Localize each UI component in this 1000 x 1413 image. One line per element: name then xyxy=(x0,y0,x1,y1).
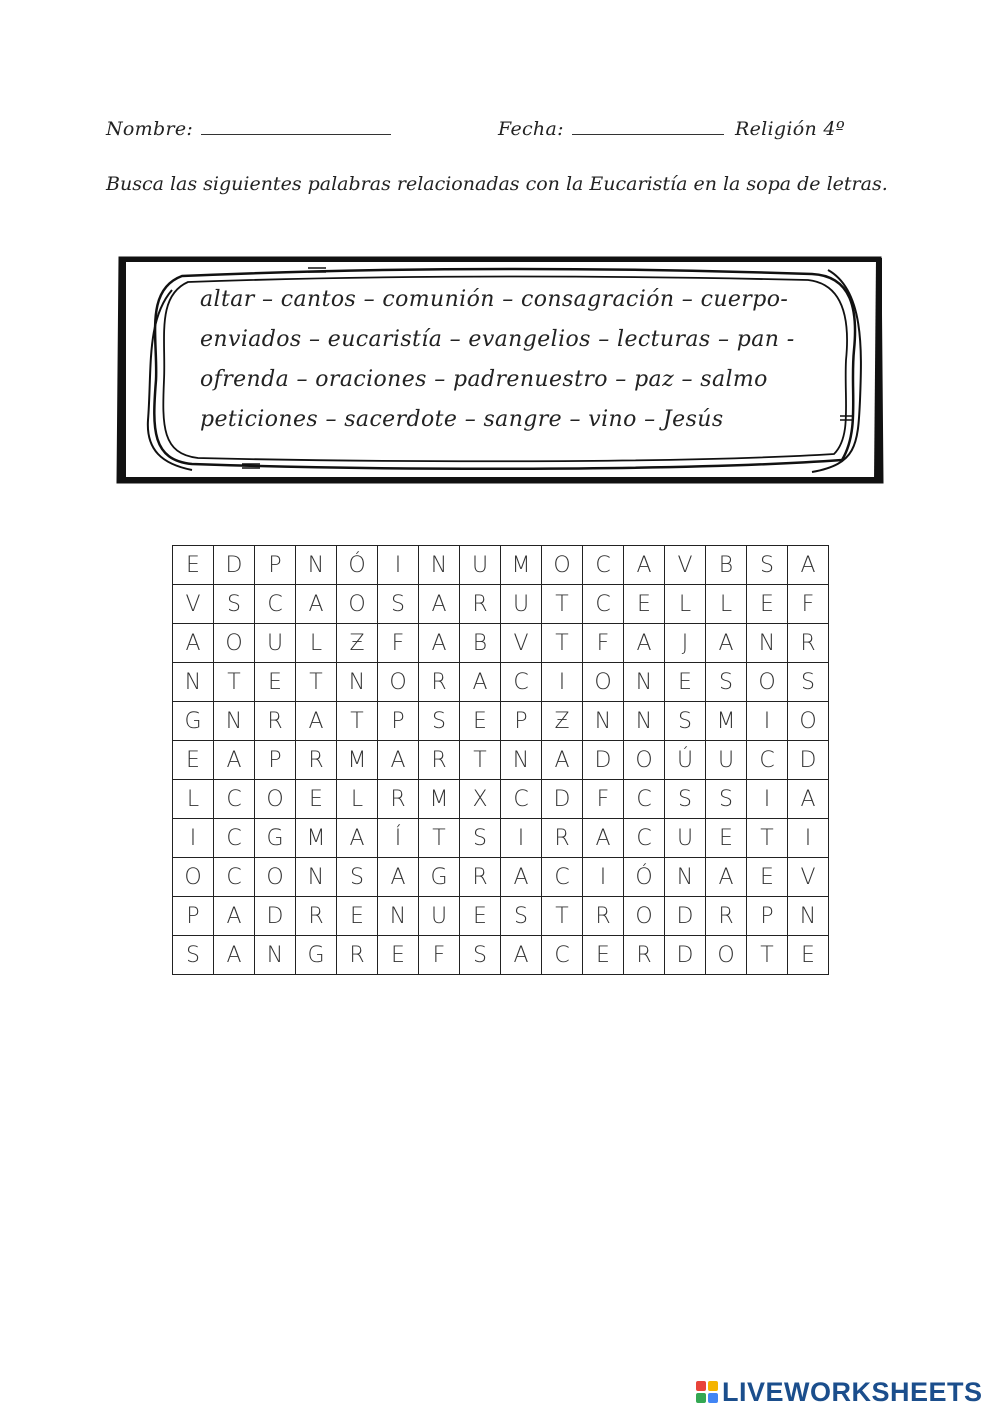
grid-cell[interactable]: G xyxy=(255,819,296,858)
grid-cell[interactable]: E xyxy=(665,663,706,702)
grid-cell[interactable]: I xyxy=(583,858,624,897)
grid-cell[interactable]: E xyxy=(255,663,296,702)
grid-cell[interactable]: T xyxy=(542,624,583,663)
grid-cell[interactable]: O xyxy=(255,858,296,897)
grid-cell[interactable]: C xyxy=(214,819,255,858)
name-label: Nombre: xyxy=(106,118,194,140)
grid-cell[interactable]: A xyxy=(378,858,419,897)
name-blank-line[interactable] xyxy=(201,118,391,135)
grid-cell[interactable]: N xyxy=(337,663,378,702)
grid-cell[interactable]: N xyxy=(624,663,665,702)
grid-cell[interactable]: P xyxy=(501,702,542,741)
grid-cell[interactable]: U xyxy=(419,897,460,936)
grid-cell[interactable]: C xyxy=(501,663,542,702)
grid-cell[interactable]: N xyxy=(296,858,337,897)
grid-cell[interactable]: L xyxy=(665,585,706,624)
grid-cell[interactable]: S xyxy=(706,663,747,702)
grid-cell[interactable]: O xyxy=(706,936,747,975)
name-field xyxy=(106,118,391,140)
grid-cell[interactable]: D xyxy=(542,780,583,819)
word-search-grid[interactable] xyxy=(172,545,829,975)
grid-cell[interactable]: E xyxy=(296,780,337,819)
grid-cell[interactable]: M xyxy=(296,819,337,858)
grid-cell[interactable]: R xyxy=(255,702,296,741)
grid-cell[interactable]: N xyxy=(624,702,665,741)
grid-cell[interactable]: E xyxy=(173,741,214,780)
brand-name: LIVEWORKSHEETS xyxy=(722,1376,983,1407)
grid-cell[interactable]: R xyxy=(624,936,665,975)
grid-cell[interactable]: M xyxy=(501,546,542,585)
grid-cell[interactable]: C xyxy=(583,585,624,624)
grid-cell[interactable]: L xyxy=(296,624,337,663)
word-bank-line: ofrenda – oraciones – padrenuestro – paz – salmo xyxy=(200,367,768,392)
grid-cell[interactable]: A xyxy=(419,624,460,663)
grid-cell[interactable]: A xyxy=(706,858,747,897)
grid-cell[interactable]: A xyxy=(706,624,747,663)
logo-squares-icon xyxy=(696,1381,718,1403)
grid-cell[interactable]: O xyxy=(337,585,378,624)
grid-cell[interactable]: C xyxy=(747,741,788,780)
grid-cell[interactable]: U xyxy=(706,741,747,780)
grid-cell[interactable]: I xyxy=(378,546,419,585)
grid-cell[interactable]: E xyxy=(747,858,788,897)
grid-cell[interactable]: R xyxy=(296,741,337,780)
grid-cell[interactable]: T xyxy=(542,585,583,624)
grid-cell[interactable]: M xyxy=(706,702,747,741)
grid-cell[interactable]: S xyxy=(460,936,501,975)
grid-cell[interactable]: F xyxy=(583,624,624,663)
grid-cell[interactable]: O xyxy=(747,663,788,702)
grid-cell[interactable]: T xyxy=(337,702,378,741)
grid-cell[interactable]: U xyxy=(501,585,542,624)
instructions-text: Busca las siguientes palabras relacionadas con la Eucaristía en la sopa de letras. xyxy=(106,173,888,195)
grid-cell[interactable]: C xyxy=(214,780,255,819)
grid-cell[interactable]: J xyxy=(665,624,706,663)
grid-cell[interactable]: C xyxy=(583,546,624,585)
grid-cell[interactable]: I xyxy=(747,702,788,741)
subject-label: Religión 4º xyxy=(735,118,845,140)
word-bank xyxy=(200,287,840,447)
grid-cell[interactable]: R xyxy=(296,897,337,936)
grid-cell[interactable]: N xyxy=(255,936,296,975)
grid-cell[interactable]: B xyxy=(460,624,501,663)
grid-cell[interactable]: F xyxy=(788,585,829,624)
grid-cell[interactable]: N xyxy=(214,702,255,741)
date-label: Fecha: xyxy=(498,118,564,140)
grid-cell[interactable]: T xyxy=(214,663,255,702)
grid-cell[interactable]: R xyxy=(419,741,460,780)
grid-cell[interactable]: E xyxy=(788,936,829,975)
grid-cell[interactable]: O xyxy=(214,624,255,663)
grid-cell[interactable]: A xyxy=(296,585,337,624)
grid-cell[interactable]: S xyxy=(747,546,788,585)
grid-cell[interactable]: N xyxy=(747,624,788,663)
grid-cell[interactable]: D xyxy=(665,897,706,936)
worksheet-header xyxy=(0,118,1000,150)
grid-cell[interactable]: O xyxy=(624,741,665,780)
grid-cell[interactable]: O xyxy=(624,897,665,936)
grid-cell[interactable]: E xyxy=(624,585,665,624)
grid-cell[interactable]: S xyxy=(501,897,542,936)
grid-cell[interactable]: O xyxy=(542,546,583,585)
grid-cell[interactable]: F xyxy=(378,624,419,663)
grid-cell[interactable]: R xyxy=(583,897,624,936)
grid-cell[interactable]: N xyxy=(296,546,337,585)
grid-cell[interactable]: V xyxy=(665,546,706,585)
grid-cell[interactable]: T xyxy=(419,819,460,858)
grid-cell[interactable]: D xyxy=(788,741,829,780)
grid-cell[interactable]: T xyxy=(460,741,501,780)
grid-cell[interactable]: O xyxy=(255,780,296,819)
grid-cell[interactable]: Ú xyxy=(665,741,706,780)
grid-cell[interactable]: V xyxy=(173,585,214,624)
grid-cell[interactable]: E xyxy=(173,546,214,585)
grid-cell[interactable]: T xyxy=(296,663,337,702)
word-bank-line: enviados – eucaristía – evangelios – lecturas – pan - xyxy=(200,327,795,352)
grid-cell[interactable]: P xyxy=(255,741,296,780)
grid-cell[interactable]: I xyxy=(542,663,583,702)
grid-cell[interactable]: S xyxy=(665,702,706,741)
grid-cell[interactable]: A xyxy=(501,858,542,897)
grid-cell[interactable]: R xyxy=(419,663,460,702)
grid-cell[interactable]: C xyxy=(542,936,583,975)
grid-cell[interactable]: G xyxy=(419,858,460,897)
grid-cell[interactable]: E xyxy=(747,585,788,624)
liveworksheets-logo xyxy=(696,1377,983,1407)
grid-cell[interactable]: O xyxy=(788,702,829,741)
grid-cell[interactable]: T xyxy=(747,819,788,858)
grid-cell[interactable]: S xyxy=(665,780,706,819)
grid-cell[interactable]: P xyxy=(747,897,788,936)
grid-cell[interactable]: Í xyxy=(378,819,419,858)
grid-cell[interactable]: M xyxy=(419,780,460,819)
grid-cell[interactable]: C xyxy=(542,858,583,897)
grid-cell[interactable]: A xyxy=(788,546,829,585)
grid-cell[interactable]: F xyxy=(419,936,460,975)
grid-cell[interactable]: I xyxy=(173,819,214,858)
grid-cell[interactable]: Ƶ xyxy=(542,702,583,741)
grid-cell[interactable]: U xyxy=(665,819,706,858)
grid-cell[interactable]: A xyxy=(583,819,624,858)
grid-cell[interactable]: E xyxy=(583,936,624,975)
grid-cell[interactable]: R xyxy=(542,819,583,858)
grid-cell[interactable]: T xyxy=(542,897,583,936)
grid-cell[interactable]: S xyxy=(173,936,214,975)
grid-cell[interactable]: P xyxy=(173,897,214,936)
grid-cell[interactable]: B xyxy=(706,546,747,585)
grid-cell[interactable]: R xyxy=(788,624,829,663)
date-field xyxy=(498,118,724,140)
grid-cell[interactable]: A xyxy=(460,663,501,702)
grid-cell[interactable]: C xyxy=(501,780,542,819)
grid-cell[interactable]: S xyxy=(337,858,378,897)
grid-cell[interactable]: S xyxy=(214,585,255,624)
grid-cell[interactable]: Ó xyxy=(337,546,378,585)
grid-cell[interactable]: S xyxy=(706,780,747,819)
grid-cell[interactable]: N xyxy=(173,663,214,702)
grid-cell[interactable]: P xyxy=(378,702,419,741)
grid-cell[interactable]: A xyxy=(501,936,542,975)
grid-cell[interactable]: O xyxy=(378,663,419,702)
grid-cell[interactable]: L xyxy=(706,585,747,624)
grid-cell[interactable]: E xyxy=(706,819,747,858)
grid-cell[interactable]: N xyxy=(419,546,460,585)
grid-cell[interactable]: U xyxy=(460,546,501,585)
grid-cell[interactable]: A xyxy=(214,741,255,780)
grid-cell[interactable]: C xyxy=(624,780,665,819)
grid-cell[interactable]: C xyxy=(214,858,255,897)
grid-cell[interactable]: F xyxy=(583,780,624,819)
grid-cell[interactable]: O xyxy=(173,858,214,897)
grid-cell[interactable]: S xyxy=(419,702,460,741)
date-blank-line[interactable] xyxy=(572,118,724,135)
grid-cell[interactable]: A xyxy=(173,624,214,663)
grid-cell[interactable]: E xyxy=(460,897,501,936)
word-bank-line: altar – cantos – comunión – consagración – cuerpo- xyxy=(200,287,789,312)
grid-cell[interactable]: N xyxy=(665,858,706,897)
grid-cell[interactable]: A xyxy=(788,780,829,819)
grid-cell[interactable]: D xyxy=(583,741,624,780)
grid-cell[interactable]: V xyxy=(788,858,829,897)
grid-cell[interactable]: R xyxy=(337,936,378,975)
grid-cell[interactable]: A xyxy=(624,624,665,663)
grid-cell[interactable]: E xyxy=(460,702,501,741)
grid-cell[interactable]: A xyxy=(214,897,255,936)
grid-cell[interactable]: N xyxy=(501,741,542,780)
grid-cell[interactable]: N xyxy=(378,897,419,936)
grid-cell[interactable]: R xyxy=(460,858,501,897)
grid-cell[interactable]: L xyxy=(337,780,378,819)
grid-cell[interactable]: I xyxy=(501,819,542,858)
grid-cell[interactable]: I xyxy=(747,780,788,819)
grid-cell[interactable]: D xyxy=(665,936,706,975)
grid-cell[interactable]: P xyxy=(255,546,296,585)
grid-cell[interactable]: S xyxy=(460,819,501,858)
grid-cell[interactable]: A xyxy=(419,585,460,624)
grid-cell[interactable]: C xyxy=(255,585,296,624)
grid-cell[interactable]: D xyxy=(214,546,255,585)
grid-cell[interactable]: G xyxy=(173,702,214,741)
grid-cell[interactable]: E xyxy=(337,897,378,936)
grid-cell[interactable]: U xyxy=(255,624,296,663)
grid-cell[interactable]: D xyxy=(255,897,296,936)
grid-cell[interactable]: A xyxy=(378,741,419,780)
grid-cell[interactable]: A xyxy=(296,702,337,741)
grid-cell[interactable]: V xyxy=(501,624,542,663)
grid-cell[interactable]: A xyxy=(214,936,255,975)
word-bank-line: peticiones – sacerdote – sangre – vino – Jesús xyxy=(200,407,724,432)
grid-cell[interactable]: Ƶ xyxy=(337,624,378,663)
grid-cell[interactable]: A xyxy=(542,741,583,780)
grid-cell[interactable]: L xyxy=(173,780,214,819)
grid-cell[interactable]: G xyxy=(296,936,337,975)
grid-cell[interactable]: R xyxy=(706,897,747,936)
grid-cell[interactable]: A xyxy=(624,546,665,585)
grid-cell[interactable]: T xyxy=(747,936,788,975)
grid-cell[interactable]: A xyxy=(337,819,378,858)
grid-cell[interactable]: Ó xyxy=(624,858,665,897)
grid-cell[interactable]: S xyxy=(378,585,419,624)
grid-cell[interactable]: R xyxy=(460,585,501,624)
grid-cell[interactable]: N xyxy=(583,702,624,741)
grid-cell[interactable]: E xyxy=(378,936,419,975)
grid-cell[interactable]: M xyxy=(337,741,378,780)
grid-cell[interactable]: R xyxy=(378,780,419,819)
grid-cell[interactable]: X xyxy=(460,780,501,819)
grid-cell[interactable]: O xyxy=(583,663,624,702)
grid-cell[interactable]: C xyxy=(624,819,665,858)
grid-cell[interactable]: I xyxy=(788,819,829,858)
grid-cell[interactable]: S xyxy=(788,663,829,702)
grid-cell[interactable]: N xyxy=(788,897,829,936)
